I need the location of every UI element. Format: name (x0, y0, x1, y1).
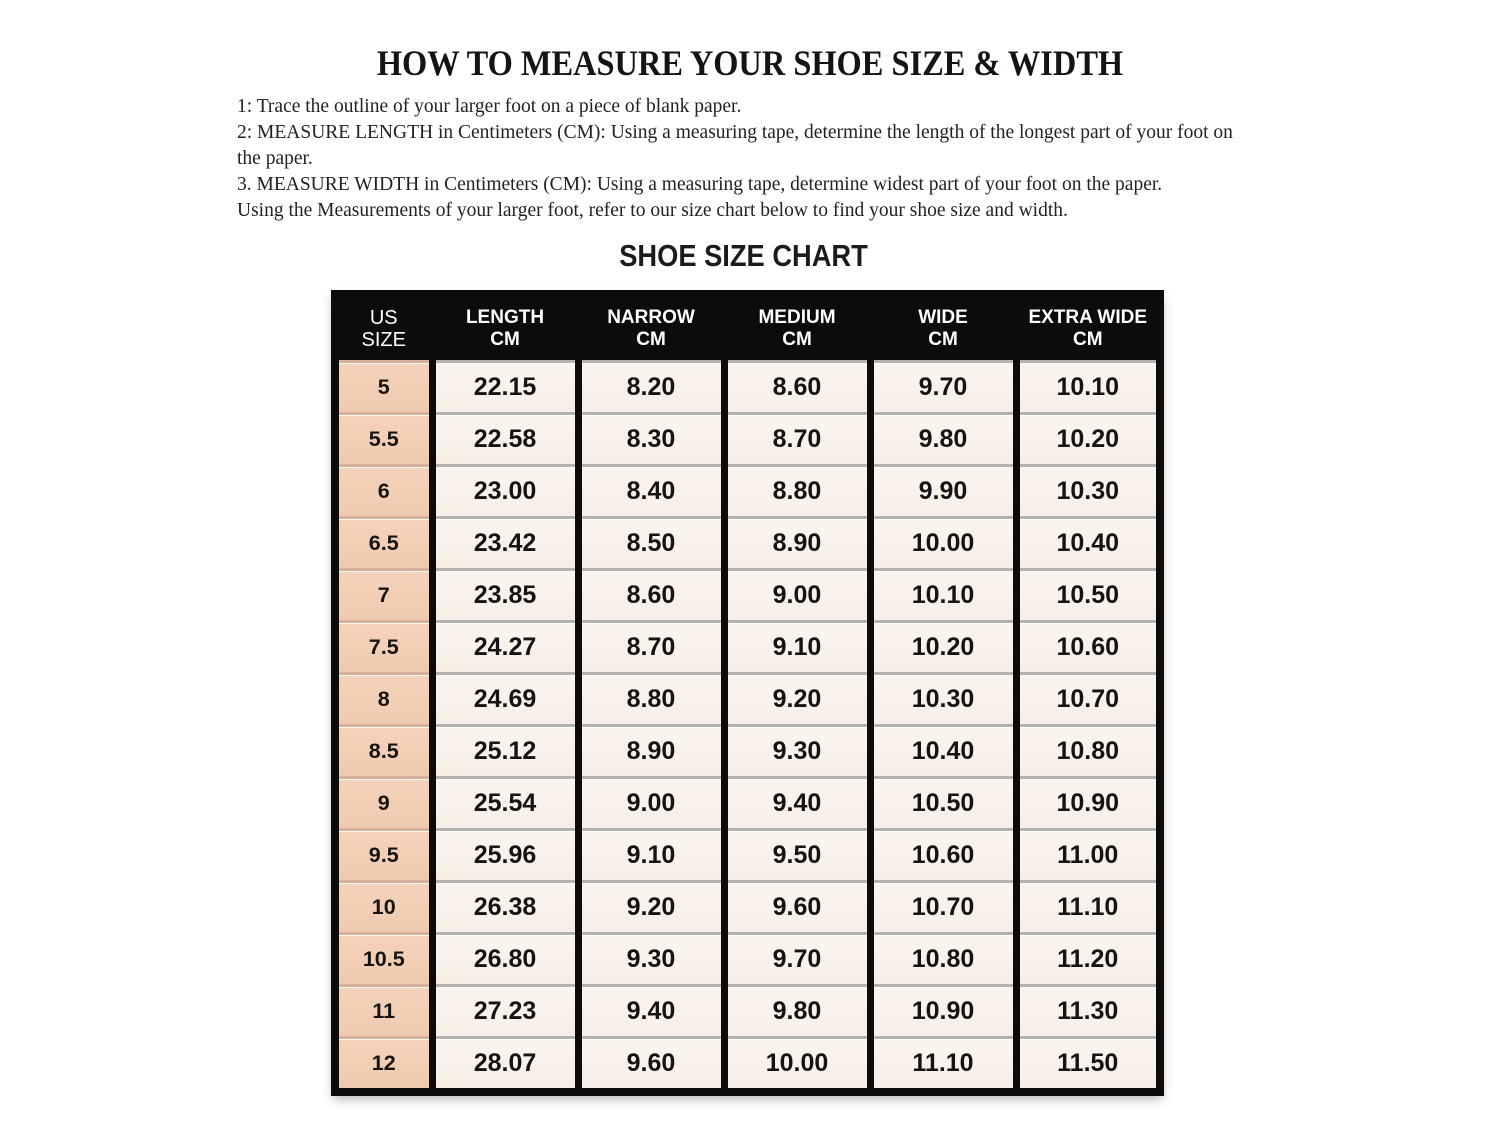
value-cell: 25.96 (432, 830, 578, 882)
table-row (335, 778, 1160, 830)
chart-section (331, 238, 1156, 1096)
value-cell: 9.80 (870, 414, 1016, 466)
us-size-cell: 12 (335, 1038, 432, 1093)
value-cell: 9.10 (578, 830, 724, 882)
value-cell: 9.80 (724, 986, 870, 1038)
column-header: US SIZE (335, 294, 432, 362)
value-cell: 10.00 (870, 518, 1016, 570)
value-cell: 10.40 (870, 726, 1016, 778)
value-cell: 10.20 (870, 622, 1016, 674)
chart-heading: SHOE SIZE CHART (619, 238, 868, 273)
value-cell: 10.70 (1016, 674, 1160, 726)
instruction-step-3: 3. MEASURE WIDTH in Centimeters (CM): Using a measuring tape, determine widest part of your foot on the paper. (237, 174, 1163, 195)
value-cell: 22.15 (432, 362, 578, 414)
value-cell: 10.30 (1016, 466, 1160, 518)
table-row (335, 466, 1160, 518)
us-size-cell: 10 (335, 882, 432, 934)
value-cell: 9.90 (870, 466, 1016, 518)
value-cell: 9.00 (578, 778, 724, 830)
value-cell: 8.80 (578, 674, 724, 726)
instruction-note: Using the Measurements of your larger foot, refer to our size chart below to find your shoe size and width. (237, 200, 1068, 221)
instruction-step-2: 2: MEASURE LENGTH in Centimeters (CM): Using a measuring tape, determine the length of the longest part of your foot on the paper. (237, 122, 1233, 169)
value-cell: 8.60 (578, 570, 724, 622)
us-size-cell: 7 (335, 570, 432, 622)
value-cell: 10.10 (1016, 362, 1160, 414)
value-cell: 25.12 (432, 726, 578, 778)
table-row (335, 674, 1160, 726)
column-header: MEDIUM CM (724, 294, 870, 362)
us-size-cell: 11 (335, 986, 432, 1038)
us-size-cell: 6 (335, 466, 432, 518)
value-cell: 8.20 (578, 362, 724, 414)
value-cell: 23.42 (432, 518, 578, 570)
value-cell: 9.20 (578, 882, 724, 934)
value-cell: 24.69 (432, 674, 578, 726)
table-row (335, 934, 1160, 986)
us-size-cell: 8 (335, 674, 432, 726)
table-row (335, 986, 1160, 1038)
value-cell: 11.10 (1016, 882, 1160, 934)
value-cell: 8.70 (724, 414, 870, 466)
value-cell: 8.60 (724, 362, 870, 414)
table-row (335, 518, 1160, 570)
value-cell: 9.10 (724, 622, 870, 674)
value-cell: 11.10 (870, 1038, 1016, 1093)
value-cell: 27.23 (432, 986, 578, 1038)
us-size-cell: 5 (335, 362, 432, 414)
us-size-cell: 10.5 (335, 934, 432, 986)
value-cell: 8.40 (578, 466, 724, 518)
value-cell: 24.27 (432, 622, 578, 674)
value-cell: 9.20 (724, 674, 870, 726)
value-cell: 28.07 (432, 1038, 578, 1093)
value-cell: 8.90 (724, 518, 870, 570)
value-cell: 9.60 (578, 1038, 724, 1093)
column-header: EXTRA WIDE CM (1016, 294, 1160, 362)
column-header: NARROW CM (578, 294, 724, 362)
value-cell: 10.10 (870, 570, 1016, 622)
size-table-header-row (335, 294, 1160, 362)
table-row (335, 726, 1160, 778)
value-cell: 9.30 (578, 934, 724, 986)
size-table-body (335, 362, 1160, 1093)
value-cell: 9.00 (724, 570, 870, 622)
value-cell: 10.80 (870, 934, 1016, 986)
page-title-text: HOW TO MEASURE YOUR SHOE SIZE & WIDTH (376, 43, 1124, 83)
value-cell: 9.30 (724, 726, 870, 778)
value-cell: 9.40 (724, 778, 870, 830)
value-cell: 10.60 (870, 830, 1016, 882)
size-table-header (335, 294, 1160, 362)
value-cell: 10.30 (870, 674, 1016, 726)
value-cell: 10.60 (1016, 622, 1160, 674)
us-size-cell: 7.5 (335, 622, 432, 674)
table-row (335, 362, 1160, 414)
column-header: LENGTH CM (432, 294, 578, 362)
value-cell: 10.90 (870, 986, 1016, 1038)
us-size-cell: 9 (335, 778, 432, 830)
value-cell: 10.90 (1016, 778, 1160, 830)
value-cell: 9.70 (870, 362, 1016, 414)
page-title (75, 42, 1425, 84)
value-cell: 11.00 (1016, 830, 1160, 882)
instructions (237, 94, 1252, 224)
us-size-cell: 9.5 (335, 830, 432, 882)
table-row (335, 830, 1160, 882)
value-cell: 22.58 (432, 414, 578, 466)
value-cell: 10.80 (1016, 726, 1160, 778)
value-cell: 10.20 (1016, 414, 1160, 466)
value-cell: 9.40 (578, 986, 724, 1038)
value-cell: 8.90 (578, 726, 724, 778)
table-row (335, 570, 1160, 622)
instruction-step-1: 1: Trace the outline of your larger foot on a piece of blank paper. (237, 96, 742, 117)
table-row (335, 1038, 1160, 1093)
us-size-cell: 5.5 (335, 414, 432, 466)
column-header: WIDE CM (870, 294, 1016, 362)
us-size-cell: 6.5 (335, 518, 432, 570)
value-cell: 26.38 (432, 882, 578, 934)
table-row (335, 414, 1160, 466)
value-cell: 26.80 (432, 934, 578, 986)
value-cell: 9.70 (724, 934, 870, 986)
value-cell: 8.30 (578, 414, 724, 466)
value-cell: 10.40 (1016, 518, 1160, 570)
value-cell: 10.00 (724, 1038, 870, 1093)
page (0, 42, 1500, 1096)
us-size-cell: 8.5 (335, 726, 432, 778)
value-cell: 8.80 (724, 466, 870, 518)
table-row (335, 622, 1160, 674)
value-cell: 25.54 (432, 778, 578, 830)
value-cell: 11.30 (1016, 986, 1160, 1038)
value-cell: 11.50 (1016, 1038, 1160, 1093)
value-cell: 10.70 (870, 882, 1016, 934)
value-cell: 10.50 (1016, 570, 1160, 622)
size-table (331, 290, 1164, 1096)
value-cell: 10.50 (870, 778, 1016, 830)
value-cell: 23.00 (432, 466, 578, 518)
value-cell: 11.20 (1016, 934, 1160, 986)
value-cell: 8.50 (578, 518, 724, 570)
value-cell: 9.50 (724, 830, 870, 882)
value-cell: 8.70 (578, 622, 724, 674)
value-cell: 23.85 (432, 570, 578, 622)
value-cell: 9.60 (724, 882, 870, 934)
table-row (335, 882, 1160, 934)
